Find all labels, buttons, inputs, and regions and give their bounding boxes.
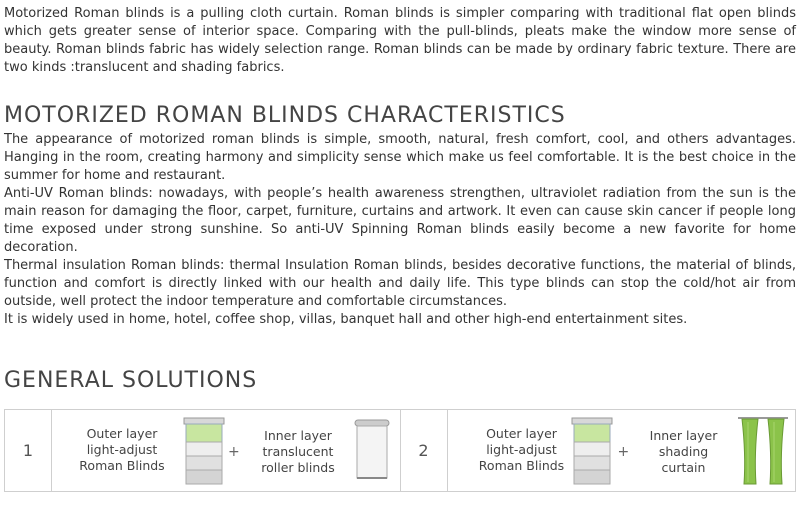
solution-number: 1 (5, 410, 52, 491)
curtain-image (736, 414, 790, 488)
roller-blind-image (352, 418, 392, 484)
outer-layer-label: Outer layer light-adjust Roman Blinds (79, 426, 165, 473)
characteristics-heading: MOTORIZED ROMAN BLINDS CHARACTERISTICS (4, 103, 566, 128)
solutions-table (4, 409, 796, 492)
solution-number: 2 (401, 410, 448, 491)
characteristics-body (4, 131, 796, 329)
plus-sign: + (617, 444, 630, 460)
solutions-heading: GENERAL SOLUTIONS (4, 368, 258, 393)
inner-layer-label: Inner layer shading curtain (649, 428, 718, 475)
characteristics-paragraph: Thermal insulation Roman blinds: thermal Insulation Roman blinds, besides decorative functions, the material of blinds, function and comfort is directly linked with our health and daily life. This type blinds can stop the cold/hot air from outside, well protect the indoor temperature and comfortable circumstances. (4, 258, 796, 309)
inner-layer-label: Inner layer translucent roller blinds (261, 428, 335, 475)
solution-2-cell (448, 410, 796, 491)
outer-layer-label: Outer layer light-adjust Roman Blinds (478, 426, 565, 473)
characteristics-paragraph: Anti-UV Roman blinds: nowadays, with people’s health awareness strengthen, ultraviolet radiation from the sun is the main reason for damaging the floor, carpet, furniture, curtains and artwork. It even can cause skin cancer if people long time exposed under strong sunshine. So anti-UV Spinning Roman blinds easily become a new favorite for home decoration. (4, 186, 796, 255)
characteristics-paragraph: It is widely used in home, hotel, coffee shop, villas, banquet hall and other high-end entertainment sites. (4, 312, 688, 327)
plus-sign: + (228, 444, 240, 460)
intro-paragraph: Motorized Roman blinds is a pulling cloth curtain. Roman blinds is simpler comparing with traditional flat open blinds which gets greater sense of interior space. Comparing with the pull-blinds, pleats make the window more sense of beauty. Roman blinds fabric has widely selection range. Roman blinds can be made by ordinary fabric texture. There are two kinds :translucent and shading fabrics. (4, 6, 796, 75)
roman-blind-image (180, 416, 228, 488)
characteristics-paragraph: The appearance of motorized roman blinds is simple, smooth, natural, fresh comfort, cool, and others advantages. Hanging in the room, creating harmony and simplicity sense which make us feel comfortable. It is the best choice in the summer for home and restaurant. (4, 132, 796, 183)
solution-1-cell (52, 410, 401, 491)
roman-blind-image (568, 416, 616, 488)
